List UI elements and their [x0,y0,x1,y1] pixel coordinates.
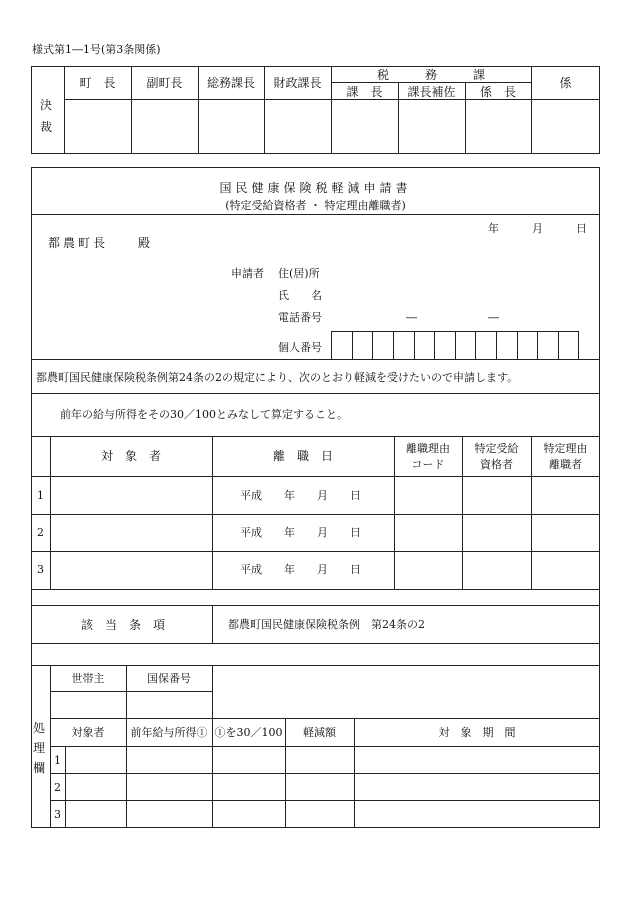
stamp-tax-assistant[interactable] [399,100,465,154]
row-number: 3 [37,563,44,576]
approval-tax-chief: 課 長 [346,85,383,99]
row-number: 2 [37,526,44,539]
approval-side-label: 決 裁 [40,98,53,134]
name-label: 氏 名 [278,289,322,302]
stamp-general-affairs[interactable] [199,100,264,154]
address-field[interactable] [335,263,590,281]
date-line: 年 月 日 [488,222,587,235]
statement-2: 前年の給与所得をその30／100とみなして算定すること。 [60,408,348,421]
approval-tax-subchief: 係 長 [479,85,516,99]
applicant-label: 申請者 [231,267,264,280]
statement-1: 都農町国民健康保険税条例第24条の2の規定により、次のとおり軽減を受けたいので申請します。 [36,371,519,384]
col-calc: ①を30／100 [214,726,283,739]
col-income: 前年給与所得① [130,726,208,739]
stamp-staff[interactable] [532,100,600,154]
stamp-mayor[interactable] [65,100,131,154]
col-reduction: 軽減額 [303,726,336,739]
processing-row-number: 1 [54,754,61,767]
stamp-tax-subchief[interactable] [466,100,531,154]
row-date: 平成 年 月 日 [240,489,361,502]
phone-label: 電話番号 [278,311,322,324]
form-title: 国民健康保険税軽減申請書 [219,181,412,195]
head-of-household-label: 世帯主 [71,672,105,685]
phone-field[interactable] [335,307,590,325]
name-field[interactable] [335,285,590,303]
approval-tax-group: 税 務 課 [376,68,485,82]
head-of-household-field[interactable] [51,692,126,718]
clause-label: 該 当 条 項 [81,618,166,632]
row-date: 平成 年 月 日 [240,563,361,576]
col-reason-header: 特定理由 離職者 [543,442,588,471]
col-date-header: 離 職 日 [272,449,333,463]
processing-side-label: 処 理 欄 [33,721,46,775]
approval-col-mayor: 町 長 [79,76,116,90]
approval-col-finance: 財政課長 [273,76,322,90]
approval-col-staff: 係 [559,76,572,90]
addressee: 都農町長 殿 [48,236,154,250]
target-name-field[interactable] [51,477,212,514]
target-name-field[interactable] [51,552,212,589]
personal-number-label: 個人番号 [278,341,322,354]
insurance-number-field[interactable] [127,692,212,718]
stamp-finance[interactable] [265,100,331,154]
phone-dash-1: ― [406,311,417,324]
form-subtitle: (特定受給資格者 ・ 特定理由離職者) [225,199,406,212]
stamp-deputy-mayor[interactable] [132,100,198,154]
clause-value: 都農町国民健康保険税条例 第24条の2 [228,618,425,631]
col-special-header: 特定受給 資格者 [474,442,519,471]
approval-col-deputy-mayor: 副町長 [146,76,183,90]
phone-dash-2: ― [488,311,499,324]
row-number: 1 [37,489,44,502]
col-code-header: 離職理由 コード [406,442,450,471]
insurance-number-label: 国保番号 [147,672,191,685]
approval-tax-assistant: 課長補佐 [407,85,456,99]
processing-row-number: 2 [54,781,61,794]
col-target: 対象者 [71,726,105,739]
stamp-tax-chief[interactable] [332,100,398,154]
row-date: 平成 年 月 日 [240,526,361,539]
col-period: 対 象 期 間 [438,726,516,739]
approval-col-general-affairs: 総務課長 [206,76,255,90]
processing-row-number: 3 [54,808,61,821]
form-number: 様式第1―1号(第3条関係) [32,43,161,56]
target-name-field[interactable] [51,515,212,551]
address-label: 住(居)所 [278,267,320,280]
col-target-header: 対 象 者 [100,449,161,463]
